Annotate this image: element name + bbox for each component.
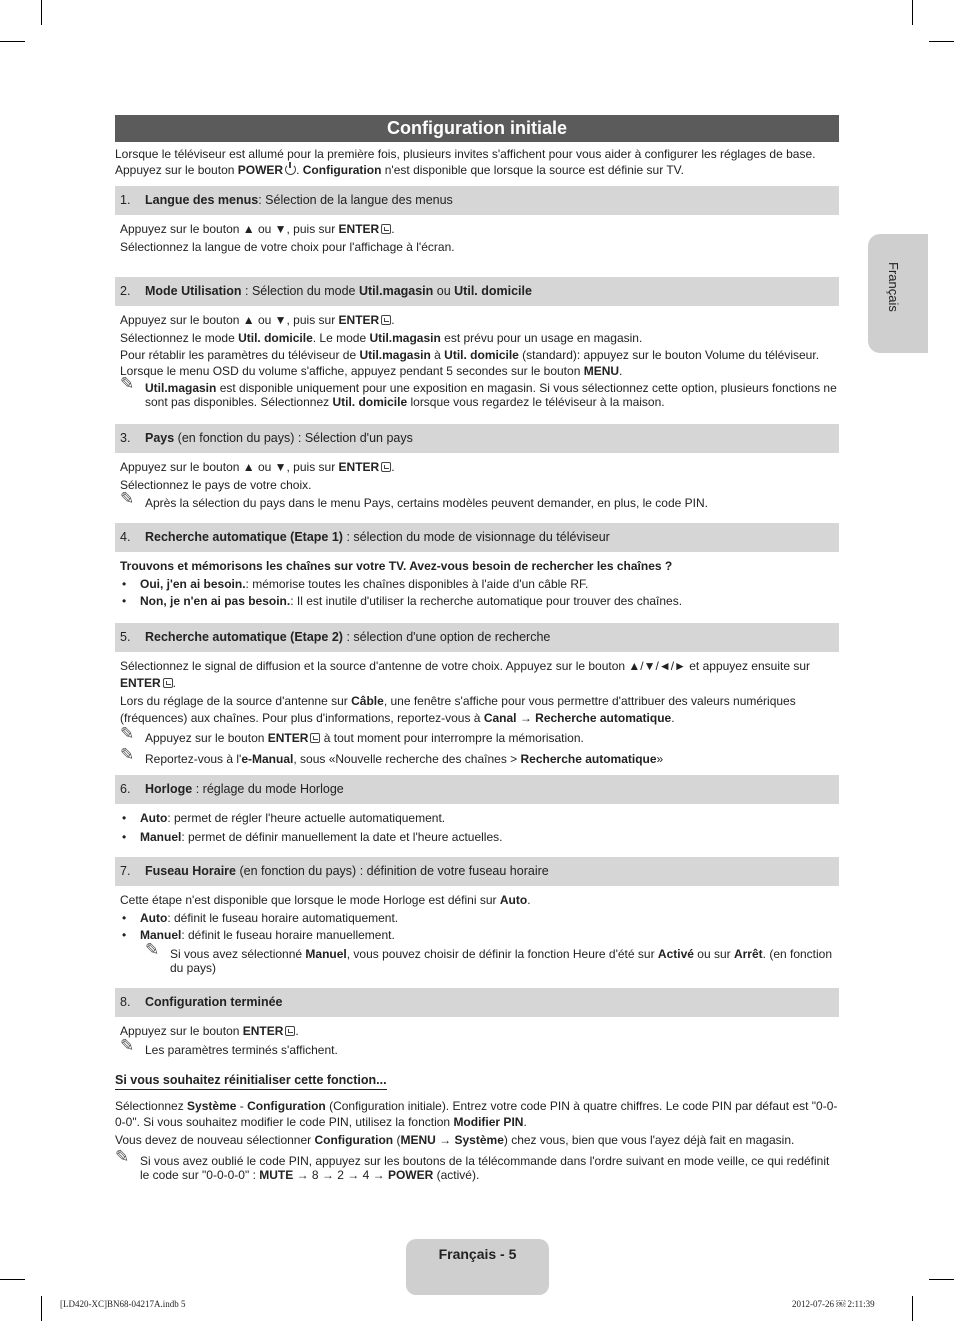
crop-mark — [0, 41, 25, 42]
note-pencil-icon: ✎ — [120, 745, 135, 764]
note: ✎ Util.magasin est disponible uniquement pour une exposition en magasin. Si vous sélectionnez cette option, plusieurs fonctions ne sont pas disponibles. Sélectionnez Util. domicile lorsque vous regardez le téléviseur à la maison. — [120, 374, 837, 409]
section-body-6 — [115, 804, 839, 857]
section-header-6: 6. Horloge : réglage du mode Horloge — [115, 775, 839, 804]
power-icon — [285, 164, 296, 175]
section-body-7: Cette étape n'est disponible que lorsque le mode Horloge est défini sur Auto. • Auto: définit le fuseau horaire automatiquement. • Manuel: définit le fuseau horaire manuellement. ✎ Si vous avez sélectionné Manuel, vous pouvez choisir de définir la fonction Heure d'été sur Activé ou sur Arrêt. (en fonction du pays) — [115, 886, 839, 988]
crop-mark — [41, 0, 42, 25]
note: ✎ Reportez-vous à l'e-Manual, sous «Nouvelle recherche des chaînes > Recherche automatique» — [120, 745, 664, 766]
note: ✎ Appuyez sur le bouton ENTER à tout moment pour interrompre la mémorisation. — [120, 724, 584, 745]
note-pencil-icon: ✎ — [120, 489, 135, 508]
section-body-8: Appuyez sur le bouton ENTER . ✎ Les paramètres terminés s'affichent. — [115, 1017, 839, 1067]
note-pencil-icon: ✎ — [115, 1147, 130, 1166]
enter-icon — [310, 733, 320, 743]
enter-icon — [163, 678, 173, 688]
section-header-3: 3. Pays (en fonction du pays) : Sélection d'un pays — [115, 424, 839, 453]
note: ✎ Si vous avez oublié le code PIN, appuyez sur les boutons de la télécommande dans l'ordre suivant en mode veille, ce qui redéfinit le code sur "0-0-0-0" : MUTE → 8 → 2 → 4 → POWER (activé). — [115, 1147, 830, 1182]
enter-icon — [381, 224, 391, 234]
note-pencil-icon: ✎ — [120, 374, 135, 393]
crop-mark — [912, 1296, 913, 1321]
note-pencil-icon: ✎ — [120, 1035, 135, 1055]
section-header-2: 2. Mode Utilisation : Sélection du mode Util.magasin ou Util. domicile — [115, 277, 839, 306]
page-content — [115, 115, 839, 1182]
side-tab-label: Français — [886, 262, 901, 312]
crop-mark — [0, 1279, 25, 1280]
list-item: • Auto: définit le fuseau horaire automatiquement. — [120, 910, 839, 928]
section-header-5: 5. Recherche automatique (Etape 2) : sélection d'une option de recherche — [115, 623, 839, 652]
section-header-4: 4. Recherche automatique (Etape 1) : sélection du mode de visionnage du téléviseur — [115, 523, 839, 552]
list-item: • Auto: permet de régler l'heure actuelle automatiquement. — [120, 809, 839, 828]
list-item: • Non, je n'en ai pas besoin.: Il est inutile d'utiliser la recherche automatique pour trouver des chaînes. — [120, 593, 839, 611]
note-pencil-icon: ✎ — [145, 939, 160, 959]
note-pencil-icon: ✎ — [120, 724, 135, 743]
reset-body: Sélectionnez Système - Configuration (Configuration initiale). Entrez votre code PIN à quatre chiffres. Le code PIN par défaut est "0-0-0-0". Si vous souhaitez modifier le code PIN, utilisez la fonction Modifier PIN. Vous devez de nouveau sélectionner Configuration (MENU → Système) chez vous, bien que vous l'ayez déjà fait en magasin. ✎ Si vous avez oublié le code PIN, appuyez sur les boutons de la télécommande dans l'ordre suivant en mode veille, ce qui redéfinit le code sur "0-0-0-0" : MUTE → 8 → 2 → 4 → POWER (activé). — [115, 1099, 838, 1182]
section-body-3: Appuyez sur le bouton ▲ ou ▼, puis sur ENTER . Sélectionnez le pays de votre choix. ✎ Après la sélection du pays dans le menu Pays, certains modèles peuvent demander, en plus, le code PIN. — [115, 453, 839, 523]
section-header-8: 8. Configuration terminée — [115, 988, 839, 1017]
crop-mark — [929, 1279, 954, 1280]
section-body-2: Appuyez sur le bouton ▲ ou ▼, puis sur ENTER . Sélectionnez le mode Util. domicile. Le mode Util.magasin est prévu pour un usage en magasin. Pour rétablir les paramètres du téléviseur de Util.magasin à Util. domicile (standard): appuyez sur le bouton Volume du téléviseur. Lorsque le menu OSD du volume s'affiche, appuyez pendant 5 secondes sur le bouton MENU. ✎ Util.magasin est disponible uniquement pour une exposition en magasin. Si vous sélectionnez cette option, plusieurs fonctions ne sont pas disponibles. Sélectionnez Util. domicile lorsque vous regardez le téléviseur à la maison. — [115, 306, 839, 424]
note: ✎ Après la sélection du pays dans le menu Pays, certains modèles peuvent demander, en plus, le code PIN. — [120, 489, 708, 510]
page-number-tab — [406, 1239, 549, 1295]
intro-text: Lorsque le téléviseur est allumé pour la première fois, plusieurs invites s'affichent pour vous aider à configurer les réglages de base. Appuyez sur le bouton POWER . Configuration n'est disponible que lorsque la source est définie sur TV. — [115, 147, 816, 177]
enter-icon — [381, 462, 391, 472]
crop-mark — [912, 0, 913, 25]
enter-icon — [381, 315, 391, 325]
section-body-4: Trouvons et mémorisons les chaînes sur votre TV. Avez-vous besoin de rechercher les chaînes ? • Oui, j'en ai besoin.: mémorise toutes les chaînes disponibles à l'aide d'un câble RF. • Non, je n'en ai pas besoin.: Il est inutile d'utiliser la recherche automatique pour trouver des chaînes. — [115, 552, 839, 623]
list-item: • Manuel: définit le fuseau horaire manuellement. — [120, 927, 839, 945]
footer-right: 2012-07-26 ￼ 2:11:39 — [792, 1299, 875, 1309]
section-header-1: 1. Langue des menus: Sélection de la langue des menus — [115, 186, 839, 215]
page-title: Configuration initiale — [115, 115, 839, 142]
section-body-1: Appuyez sur le bouton ▲ ou ▼, puis sur ENTER . Sélectionnez la langue de votre choix pour l'affichage à l'écran. — [120, 222, 455, 254]
list-item: • Manuel: permet de définir manuellement la date et l'heure actuelles. — [120, 828, 839, 847]
note: ✎ Si vous avez sélectionné Manuel, vous pouvez choisir de définir la fonction Heure d'été sur Activé ou sur Arrêt. (en fonction du pays) — [145, 939, 833, 975]
language-side-tab — [868, 234, 928, 353]
reset-heading: Si vous souhaitez réinitialiser cette fonction... — [115, 1073, 387, 1090]
footer-left: [LD420-XC]BN68-04217A.indb 5 — [60, 1299, 186, 1309]
section-header-7: 7. Fuseau Horaire (en fonction du pays) : définition de votre fuseau horaire — [115, 857, 839, 886]
crop-mark — [41, 1296, 42, 1321]
crop-mark — [929, 41, 954, 42]
enter-icon — [285, 1026, 295, 1036]
note: ✎ Les paramètres terminés s'affichent. — [120, 1035, 338, 1057]
page-number: Français - 5 — [438, 1246, 517, 1262]
list-item: • Oui, j'en ai besoin.: mémorise toutes les chaînes disponibles à l'aide d'un câble RF. — [120, 576, 839, 594]
section-body-5: Sélectionnez le signal de diffusion et la source d'antenne de votre choix. Appuyez sur le bouton ▲/▼/◄/► et appuyez ensuite sur ENTER . Lors du réglage de la source d'antenne sur Câble, une fenêtre s'affiche pour vous permettre d'attribuer des valeurs numériques (fréquences) aux chaînes. Pour plus d'informations, reportez-vous à Canal → Recherche automatique. ✎ Appuyez sur le bouton ENTER à tout moment pour interrompre la mémorisation. ✎ Reportez-vous à l'e-Manual, sous «Nouvelle recherche des chaînes > Recherche automatique» — [115, 652, 839, 775]
